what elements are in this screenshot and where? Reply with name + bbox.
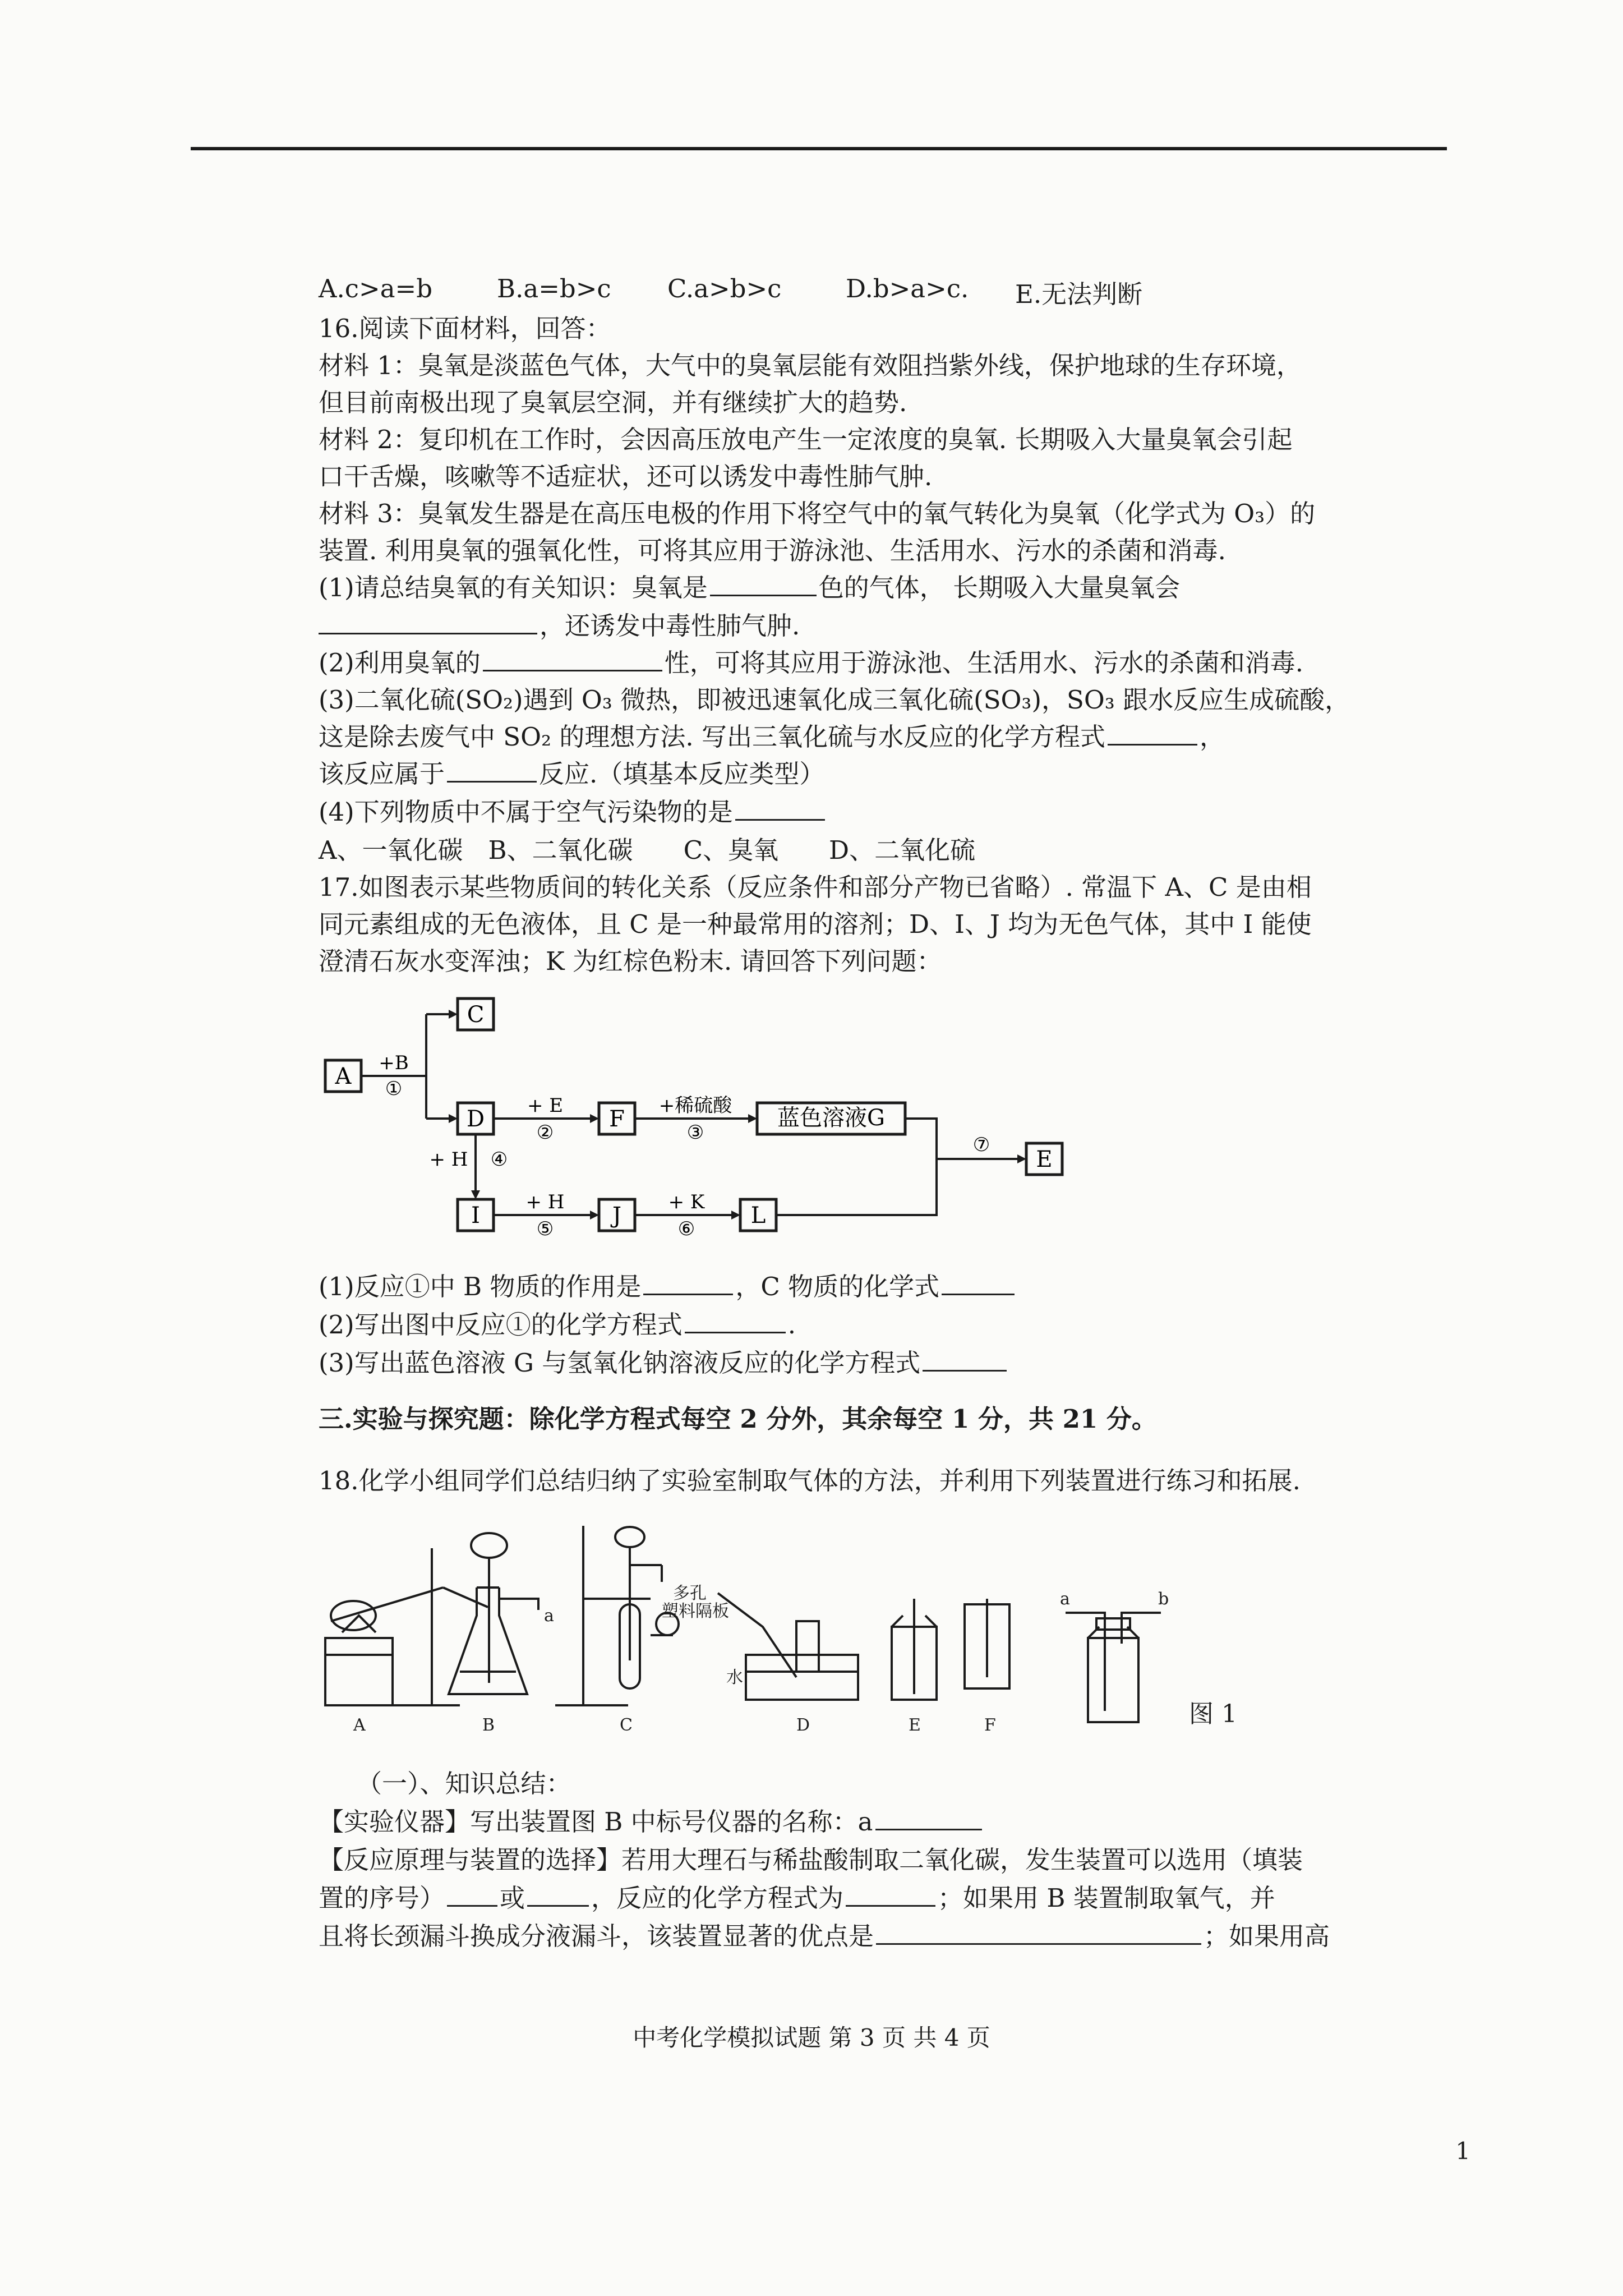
step-1: ① xyxy=(385,1078,403,1100)
option-d: D.b>a>c. xyxy=(846,274,969,303)
page-number: 1 xyxy=(1455,2137,1470,2165)
label-f: F xyxy=(984,1715,996,1735)
node-d: D xyxy=(466,1106,485,1132)
plate-label-1: 多孔 xyxy=(673,1584,707,1603)
reagent-2: + E xyxy=(527,1094,564,1117)
node-g: 蓝色溶液G xyxy=(777,1105,885,1131)
q17-s2-text-2: . xyxy=(787,1310,796,1340)
q17-s1-text: (1)反应①中 B 物质的作用是 xyxy=(319,1272,642,1301)
step-6: ⑥ xyxy=(677,1218,695,1240)
water-label: 水 xyxy=(726,1668,743,1687)
node-i: I xyxy=(471,1203,480,1228)
answer-blank[interactable] xyxy=(923,1346,1007,1372)
label-b: B xyxy=(482,1715,495,1735)
answer-blank[interactable] xyxy=(527,1881,589,1907)
label-a-tube: a xyxy=(1060,1589,1070,1609)
node-e: E xyxy=(1036,1147,1053,1172)
node-j: J xyxy=(612,1203,622,1228)
q16-part-4-options: A、一氧化碳 B、二氧化碳 C、臭氧 D、二氧化硫 xyxy=(319,835,976,865)
node-f: F xyxy=(609,1106,625,1132)
page-footer: 中考化学模拟试题 第 3 页 共 4 页 xyxy=(633,2024,990,2051)
q16-part-1b xyxy=(319,609,800,643)
option-a: A.c>a=b xyxy=(319,274,433,303)
option-b: B.a=b>c xyxy=(497,274,611,303)
q17-sub-1 xyxy=(319,1270,1017,1304)
answer-blank[interactable] xyxy=(447,1881,497,1907)
reagent-6: + K xyxy=(668,1191,705,1213)
q17-flow-diagram xyxy=(314,987,1099,1257)
label-d: D xyxy=(796,1715,810,1735)
node-l: L xyxy=(750,1203,766,1228)
q16-material-2b: 口干舌燥，咳嗽等不适症状，还可以诱发中毒性肺气肿. xyxy=(319,462,933,491)
answer-blank[interactable] xyxy=(942,1270,1015,1295)
label-e: E xyxy=(909,1715,921,1735)
q18-r3-text-2: ；如果用高 xyxy=(1204,1921,1330,1951)
q16-p1b-text: ，还诱发中毒性肺气肿. xyxy=(540,611,800,641)
label-c: C xyxy=(620,1715,633,1735)
q16-p2-text: (2)利用臭氧的 xyxy=(319,648,481,678)
label-a-lower: a xyxy=(544,1606,554,1626)
q16-title: 16.阅读下面材料，回答： xyxy=(319,314,611,343)
q17-s2-text: (2)写出图中反应①的化学方程式 xyxy=(319,1310,683,1340)
apparatus-f xyxy=(965,1599,1009,1688)
apparatus-b xyxy=(449,1533,538,1694)
q16-part-3b xyxy=(319,720,1225,754)
q16-part-3a: (3)二氧化硫(SO₂)遇到 O₃ 微热，即被迅速氧化成三氧化硫(SO₃)，SO₃ 跟水反应生成硫酸， xyxy=(319,685,1350,715)
apparatus-a xyxy=(325,1548,488,1705)
node-c: C xyxy=(467,1002,485,1028)
q16-p1-text-2: 色的气体， 长期吸入大量臭氧会 xyxy=(818,573,1181,602)
q16-p3b-text: 这是除去废气中 SO₂ 的理想方法. 写出三氧化硫与水反应的化学方程式 xyxy=(319,722,1105,752)
label-b-tube: b xyxy=(1158,1589,1169,1609)
answer-blank[interactable] xyxy=(846,1881,935,1907)
option-e: E.无法判断 xyxy=(1015,279,1143,309)
q18-r2-text-a: 置的序号） xyxy=(319,1883,445,1913)
q16-p2-text-2: 性，可将其应用于游泳池、生活用水、污水的杀菌和消毒. xyxy=(664,648,1304,678)
apparatus-c xyxy=(555,1526,679,1705)
step-2: ② xyxy=(536,1121,554,1144)
q16-material-1a: 材料 1：臭氧是淡蓝色气体，大气中的臭氧层能有效阻挡紫外线，保护地球的生存环境， xyxy=(319,351,1302,380)
label-a: A xyxy=(353,1715,366,1735)
q17-line-2: 同元素组成的无色液体，且 C 是一种最常用的溶剂；D、I、J 均为无色气体，其中 I 能使 xyxy=(319,909,1312,939)
q18-instrument xyxy=(319,1805,984,1839)
answer-blank[interactable] xyxy=(735,795,825,821)
q16-material-3a: 材料 3：臭氧发生器是在高压电极的作用下将空气中的氧气转化为臭氧（化学式为 O₃）的 xyxy=(319,499,1316,528)
q17-s3-text: (3)写出蓝色溶液 G 与氢氧化钠溶液反应的化学方程式 xyxy=(319,1348,921,1378)
q18-inst-text: 【实验仪器】写出装置图 B 中标号仪器的名称：a xyxy=(319,1807,873,1837)
q17-sub-2 xyxy=(319,1308,796,1342)
answer-blank[interactable] xyxy=(643,1270,733,1295)
apparatus-gas-bottle xyxy=(1066,1613,1161,1722)
section-3-heading: 三.实验与探究题：除化学方程式每空 2 分外，其余每空 1 分，共 21 分。 xyxy=(319,1404,1157,1434)
q18-r2-text-d: ；如果用 B 装置制取氧气，并 xyxy=(938,1883,1275,1913)
q16-material-1b: 但目前南极出现了臭氧层空洞，并有继续扩大的趋势. xyxy=(319,388,907,417)
q16-p1-text: (1)请总结臭氧的有关知识：臭氧是 xyxy=(319,573,708,602)
q17-s1-text-2: ，C 物质的化学式 xyxy=(735,1272,940,1301)
q18-r2-text-b: 或 xyxy=(500,1883,525,1913)
q18-r3-text: 且将长颈漏斗换成分液漏斗，该装置显著的优点是 xyxy=(319,1921,874,1951)
answer-blank[interactable] xyxy=(483,646,662,671)
step-7: ⑦ xyxy=(972,1134,990,1156)
step-3: ③ xyxy=(686,1121,704,1144)
q16-part-4 xyxy=(319,795,827,829)
q16-p4-text: (4)下列物质中不属于空气污染物的是 xyxy=(319,797,733,827)
q16-part-1a xyxy=(319,571,1180,605)
answer-blank[interactable] xyxy=(875,1805,982,1830)
answer-blank[interactable] xyxy=(685,1308,786,1333)
answer-blank[interactable] xyxy=(710,571,817,596)
node-a: A xyxy=(335,1064,352,1089)
q18-reaction-3 xyxy=(319,1920,1330,1953)
reagent-1: +B xyxy=(379,1052,409,1074)
q18-r2-text-c: ，反应的化学方程式为 xyxy=(591,1883,844,1913)
q18-subsection: （一）、知识总结： xyxy=(357,1769,571,1798)
q16-material-2a: 材料 2：复印机在工作时，会因高压放电产生一定浓度的臭氧. 长期吸入大量臭氧会引起 xyxy=(319,425,1293,454)
reagent-5: + H xyxy=(525,1191,565,1213)
step-5: ⑤ xyxy=(536,1218,554,1240)
answer-blank[interactable] xyxy=(319,609,537,634)
q16-p3c-text: 该反应属于 xyxy=(319,759,445,789)
q16-material-3b: 装置. 利用臭氧的强氧化性，可将其应用于游泳池、生活用水、污水的杀菌和消毒. xyxy=(319,536,1226,565)
step-4: ④ xyxy=(490,1148,508,1171)
answer-blank[interactable] xyxy=(447,757,537,783)
reagent-3: +稀硫酸 xyxy=(658,1094,732,1117)
q16-p3b-text-2: ， xyxy=(1199,722,1225,752)
answer-blank[interactable] xyxy=(876,1920,1201,1945)
figure-label: 图 1 xyxy=(1189,1700,1237,1728)
q17-line-1: 17.如图表示某些物质间的转化关系（反应条件和部分产物已省略）. 常温下 A、C 是由相 xyxy=(319,872,1312,902)
q17-sub-3 xyxy=(319,1346,1009,1380)
q17-line-3: 澄清石灰水变浑浊；K 为红棕色粉末. 请回答下列问题： xyxy=(319,946,942,976)
reagent-4: + H xyxy=(429,1148,468,1171)
q18-reaction-2 xyxy=(319,1881,1275,1915)
header-rule xyxy=(191,147,1447,150)
q18-title: 18.化学小组同学们总结归纳了实验室制取气体的方法，并利用下列装置进行练习和拓展. xyxy=(319,1466,1301,1496)
q18-reaction-1: 【反应原理与装置的选择】若用大理石与稀盐酸制取二氧化碳，发生装置可以选用（填装 xyxy=(319,1845,1303,1875)
apparatus-e xyxy=(892,1599,937,1700)
option-c: C.a>b>c xyxy=(667,274,782,303)
plate-label-2: 塑料隔板 xyxy=(662,1602,729,1621)
answer-blank[interactable] xyxy=(1108,720,1197,746)
q16-part-3c xyxy=(319,757,824,791)
q18-apparatus-figure xyxy=(314,1515,1380,1739)
q16-p3c-text-2: 反应.（填基本反应类型） xyxy=(539,759,825,789)
q16-part-2 xyxy=(319,646,1303,680)
